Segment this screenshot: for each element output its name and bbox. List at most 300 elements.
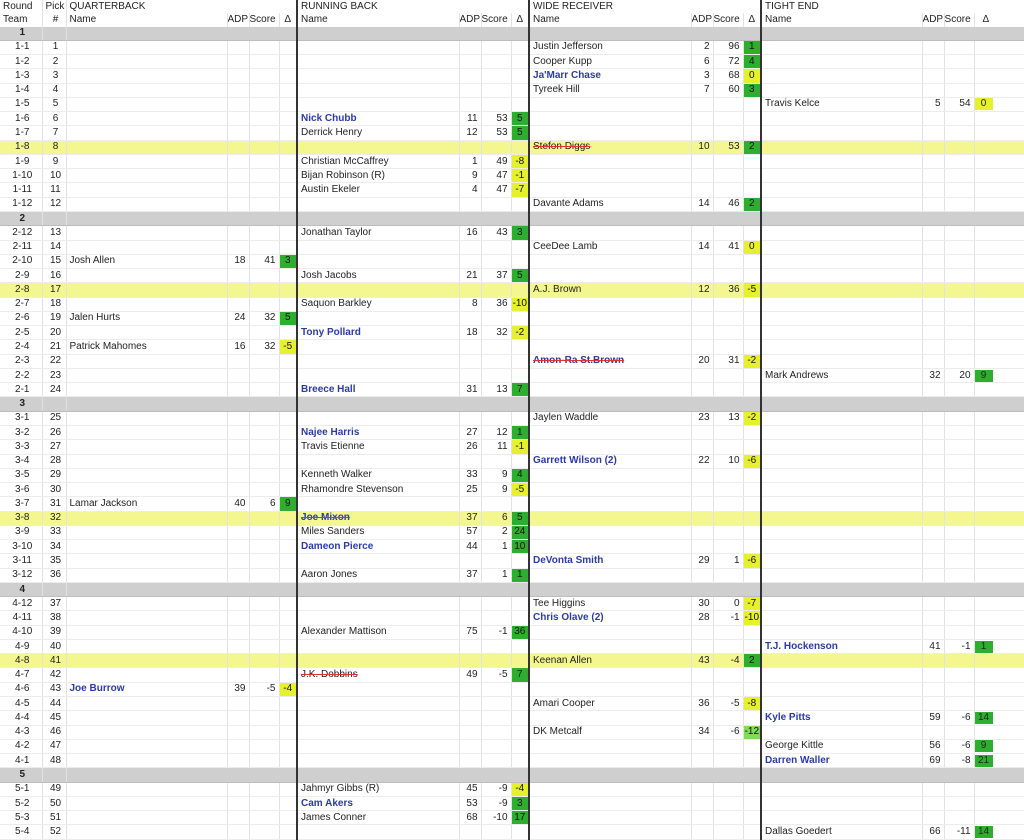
rb-player-name[interactable]: Derrick Henry — [297, 126, 459, 140]
qb-adp-cell — [227, 825, 249, 839]
wr-player-name — [529, 112, 691, 126]
qb-delta-badge — [279, 711, 297, 725]
rb-adp-cell: 26 — [459, 440, 481, 454]
te-delta-badge — [974, 796, 1024, 810]
te-delta-badge — [974, 611, 1024, 625]
wr-player-name[interactable]: Amari Cooper — [529, 697, 691, 711]
te-delta-badge — [974, 682, 1024, 696]
rb-adp-cell: 11 — [459, 112, 481, 126]
te-delta-badge — [974, 283, 1024, 297]
te-score-cell — [944, 597, 974, 611]
wr-player-name[interactable]: Tyreek Hill — [529, 83, 691, 97]
rb-player-name[interactable]: Jahmyr Gibbs (R) — [297, 782, 459, 796]
rb-player-name[interactable]: Saquon Barkley — [297, 297, 459, 311]
qb-player-name[interactable]: Patrick Mahomes — [66, 340, 227, 354]
pick-number-cell: 7 — [42, 126, 66, 140]
rb-player-name[interactable]: Dameon Pierce — [297, 540, 459, 554]
qb-delta-badge — [279, 597, 297, 611]
rb-delta-badge — [511, 597, 529, 611]
qb-adp-cell — [227, 639, 249, 653]
round-label: 5 — [0, 768, 42, 782]
qb-player-name — [66, 240, 227, 254]
rb-player-name — [297, 454, 459, 468]
qb-delta-badge — [279, 668, 297, 682]
wr-player-name[interactable]: Ja'Marr Chase — [529, 69, 691, 83]
rb-player-name — [297, 283, 459, 297]
te-delta-badge — [974, 497, 1024, 511]
wr-delta-badge — [743, 383, 761, 397]
wr-score-cell: 13 — [713, 411, 743, 425]
rb-player-name[interactable]: Miles Sanders — [297, 525, 459, 539]
rb-delta-badge — [511, 55, 529, 69]
wr-score-cell — [713, 639, 743, 653]
rb-delta-badge — [511, 354, 529, 368]
wr-player-name — [529, 825, 691, 839]
round-divider-fill — [529, 397, 761, 411]
rb-player-name[interactable]: Austin Ekeler — [297, 183, 459, 197]
pick-number-cell: 27 — [42, 440, 66, 454]
qb-delta-badge — [279, 625, 297, 639]
te-player-name[interactable]: Mark Andrews — [761, 368, 922, 382]
wr-adp-cell: 6 — [691, 55, 713, 69]
rb-adp-cell — [459, 55, 481, 69]
te-adp-cell: 56 — [922, 739, 944, 753]
te-delta-badge — [974, 326, 1024, 340]
rb-score-cell — [481, 55, 511, 69]
rb-player-name — [297, 739, 459, 753]
qb-delta-badge — [279, 240, 297, 254]
te-delta-badge — [974, 269, 1024, 283]
rb-delta-badge: 17 — [511, 811, 529, 825]
te-delta-badge — [974, 725, 1024, 739]
rb-score-cell — [481, 682, 511, 696]
team-cell: 3-12 — [0, 568, 42, 582]
qb-score-cell — [249, 597, 279, 611]
te-score-cell — [944, 425, 974, 439]
wr-delta-badge — [743, 226, 761, 240]
wr-player-name — [529, 511, 691, 525]
te-delta-badge — [974, 97, 1024, 111]
rb-delta-badge: -4 — [511, 782, 529, 796]
team-cell: 1-11 — [0, 183, 42, 197]
qb-player-name — [66, 654, 227, 668]
te-delta-badge — [974, 597, 1024, 611]
wr-score-cell — [713, 468, 743, 482]
qb-adp-cell — [227, 654, 249, 668]
qb-delta-badge — [279, 425, 297, 439]
qb-delta-badge — [279, 697, 297, 711]
te-score-cell — [944, 226, 974, 240]
qb-delta-header: Δ — [279, 13, 297, 26]
te-delta-value: 9 — [975, 370, 993, 382]
te-header: TIGHT END — [761, 0, 1024, 13]
pick-row — [0, 525, 1024, 539]
qb-player-name — [66, 269, 227, 283]
team-cell: 2-6 — [0, 311, 42, 325]
team-cell: 3-9 — [0, 525, 42, 539]
round-label: 2 — [0, 211, 42, 225]
pick-number-cell: 15 — [42, 254, 66, 268]
wr-player-name[interactable]: Stefon Diggs — [529, 140, 691, 154]
rb-player-name[interactable]: Najee Harris — [297, 425, 459, 439]
qb-delta-badge — [279, 468, 297, 482]
qb-player-name — [66, 811, 227, 825]
round-divider-fill — [761, 768, 1024, 782]
te-player-name — [761, 411, 922, 425]
te-delta-header: Δ — [974, 13, 1024, 26]
rb-adp-cell — [459, 69, 481, 83]
rb-adp-cell: 68 — [459, 811, 481, 825]
qb-adp-cell — [227, 811, 249, 825]
rb-player-name — [297, 697, 459, 711]
wr-player-name[interactable]: Justin Jefferson — [529, 40, 691, 54]
rb-delta-badge: 5 — [511, 126, 529, 140]
te-score-cell — [944, 197, 974, 211]
rb-adp-cell — [459, 639, 481, 653]
pick-number-cell: 17 — [42, 283, 66, 297]
pick-row — [0, 654, 1024, 668]
qb-score-cell — [249, 668, 279, 682]
wr-delta-badge — [743, 525, 761, 539]
rb-player-name[interactable]: Tony Pollard — [297, 326, 459, 340]
qb-score-cell — [249, 754, 279, 768]
wr-adp-cell — [691, 340, 713, 354]
te-adp-cell — [922, 112, 944, 126]
qb-delta-badge — [279, 654, 297, 668]
qb-player-name[interactable]: Josh Allen — [66, 254, 227, 268]
pick-number-cell: 50 — [42, 796, 66, 810]
wr-delta-badge — [743, 440, 761, 454]
te-player-name[interactable]: Darren Waller — [761, 754, 922, 768]
rb-player-name[interactable]: Nick Chubb — [297, 112, 459, 126]
pick-row — [0, 554, 1024, 568]
wr-player-name — [529, 497, 691, 511]
te-delta-badge — [974, 154, 1024, 168]
pick-number-cell: 18 — [42, 297, 66, 311]
wr-score-cell — [713, 425, 743, 439]
round-label: 4 — [0, 582, 42, 596]
pick-number-cell: 43 — [42, 682, 66, 696]
wr-player-name[interactable]: Chris Olave (2) — [529, 611, 691, 625]
qb-score-cell: 32 — [249, 311, 279, 325]
wr-score-cell — [713, 782, 743, 796]
round-divider-fill — [529, 582, 761, 596]
rb-player-name[interactable]: Alexander Mattison — [297, 625, 459, 639]
team-cell: 3-7 — [0, 497, 42, 511]
wr-delta-badge — [743, 126, 761, 140]
wr-delta-badge — [743, 269, 761, 283]
qb-player-name — [66, 782, 227, 796]
te-player-name[interactable]: Travis Kelce — [761, 97, 922, 111]
pick-number-cell: 40 — [42, 639, 66, 653]
te-player-name — [761, 725, 922, 739]
qb-adp-cell — [227, 40, 249, 54]
te-score-cell: -6 — [944, 711, 974, 725]
pick-number-cell: 21 — [42, 340, 66, 354]
rb-delta-badge — [511, 254, 529, 268]
team-cell: 3-8 — [0, 511, 42, 525]
rb-score-cell — [481, 411, 511, 425]
rb-delta-badge — [511, 97, 529, 111]
rb-score-cell: 11 — [481, 440, 511, 454]
te-player-name — [761, 654, 922, 668]
qb-player-name — [66, 197, 227, 211]
pick-number-cell: 35 — [42, 554, 66, 568]
pick-row — [0, 283, 1024, 297]
wr-delta-badge — [743, 796, 761, 810]
qb-score-cell — [249, 568, 279, 582]
qb-player-name[interactable]: Joe Burrow — [66, 682, 227, 696]
wr-player-name[interactable]: CeeDee Lamb — [529, 240, 691, 254]
team-cell: 5-2 — [0, 796, 42, 810]
te-player-name — [761, 682, 922, 696]
qb-delta-badge — [279, 525, 297, 539]
te-adp-cell — [922, 682, 944, 696]
wr-score-cell — [713, 340, 743, 354]
te-score-cell — [944, 311, 974, 325]
wr-player-name[interactable]: DeVonta Smith — [529, 554, 691, 568]
qb-delta-badge — [279, 326, 297, 340]
te-score-cell — [944, 625, 974, 639]
wr-adp-cell — [691, 226, 713, 240]
qb-player-name — [66, 297, 227, 311]
te-adp-cell — [922, 183, 944, 197]
rb-delta-badge — [511, 140, 529, 154]
team-cell: 2-12 — [0, 226, 42, 240]
te-delta-badge — [974, 240, 1024, 254]
pick-row — [0, 368, 1024, 382]
pick-row — [0, 240, 1024, 254]
te-score-cell — [944, 497, 974, 511]
rb-player-name[interactable]: Christian McCaffrey — [297, 154, 459, 168]
team-cell: 3-10 — [0, 540, 42, 554]
wr-adp-cell: 30 — [691, 597, 713, 611]
rb-player-name[interactable]: Kenneth Walker — [297, 468, 459, 482]
rb-player-name[interactable]: Breece Hall — [297, 383, 459, 397]
round-divider-fill — [297, 211, 529, 225]
te-adp-cell — [922, 69, 944, 83]
qb-delta-badge — [279, 169, 297, 183]
wr-score-cell — [713, 112, 743, 126]
rb-score-cell — [481, 654, 511, 668]
team-cell: 4-12 — [0, 597, 42, 611]
rb-delta-header: Δ — [511, 13, 529, 26]
qb-player-name — [66, 55, 227, 69]
rb-adp-cell — [459, 739, 481, 753]
rb-score-cell: 2 — [481, 525, 511, 539]
wr-adp-cell — [691, 811, 713, 825]
rb-adp-cell: 31 — [459, 383, 481, 397]
te-player-name — [761, 440, 922, 454]
wr-adp-cell — [691, 497, 713, 511]
rb-adp-cell — [459, 197, 481, 211]
te-player-name — [761, 697, 922, 711]
qb-adp-cell — [227, 525, 249, 539]
team-cell: 4-4 — [0, 711, 42, 725]
te-delta-badge — [974, 40, 1024, 54]
qb-adp-cell: 24 — [227, 311, 249, 325]
pick-row — [0, 711, 1024, 725]
te-player-name[interactable]: Dallas Goedert — [761, 825, 922, 839]
te-delta-badge — [974, 197, 1024, 211]
rb-score-cell: 6 — [481, 511, 511, 525]
wr-player-name — [529, 811, 691, 825]
wr-delta-badge — [743, 483, 761, 497]
qb-player-name — [66, 540, 227, 554]
qb-adp-cell — [227, 383, 249, 397]
rb-delta-badge: 24 — [511, 525, 529, 539]
qb-adp-cell — [227, 711, 249, 725]
wr-adp-cell — [691, 326, 713, 340]
te-delta-badge — [974, 140, 1024, 154]
te-adp-cell — [922, 254, 944, 268]
team-cell: 2-1 — [0, 383, 42, 397]
round-divider-row — [0, 582, 1024, 596]
rb-score-cell — [481, 340, 511, 354]
pick-row — [0, 226, 1024, 240]
te-adp-cell — [922, 525, 944, 539]
rb-player-name[interactable]: James Conner — [297, 811, 459, 825]
wr-adp-cell: 7 — [691, 83, 713, 97]
pick-row — [0, 326, 1024, 340]
team-cell: 1-8 — [0, 140, 42, 154]
wr-player-name[interactable]: DK Metcalf — [529, 725, 691, 739]
rb-adp-cell: 57 — [459, 525, 481, 539]
round-divider-row — [0, 27, 1024, 41]
team-cell: 3-4 — [0, 454, 42, 468]
team-cell: 5-1 — [0, 782, 42, 796]
te-player-name[interactable]: George Kittle — [761, 739, 922, 753]
wr-delta-badge — [743, 311, 761, 325]
rb-player-name — [297, 554, 459, 568]
header-row-1 — [0, 0, 1024, 13]
te-player-name — [761, 483, 922, 497]
qb-delta-badge — [279, 283, 297, 297]
te-delta-value: 21 — [975, 755, 993, 767]
rb-player-name[interactable]: Bijan Robinson (R) — [297, 169, 459, 183]
wr-score-cell — [713, 668, 743, 682]
wr-player-name[interactable]: Amon-Ra St.Brown — [529, 354, 691, 368]
te-delta-badge — [974, 297, 1024, 311]
wr-player-name[interactable]: Garrett Wilson (2) — [529, 454, 691, 468]
team-cell: 3-11 — [0, 554, 42, 568]
te-player-name — [761, 597, 922, 611]
wr-delta-badge — [743, 154, 761, 168]
wr-player-name — [529, 483, 691, 497]
pick-number-cell: 13 — [42, 226, 66, 240]
te-adp-cell: 41 — [922, 639, 944, 653]
team-cell: 4-7 — [0, 668, 42, 682]
qb-adp-cell — [227, 112, 249, 126]
wr-delta-badge — [743, 297, 761, 311]
qb-adp-cell — [227, 440, 249, 454]
pick-row — [0, 796, 1024, 810]
wr-adp-cell — [691, 668, 713, 682]
pick-row — [0, 154, 1024, 168]
wr-player-name[interactable]: A.J. Brown — [529, 283, 691, 297]
te-player-name[interactable]: Kyle Pitts — [761, 711, 922, 725]
wr-score-cell — [713, 568, 743, 582]
rb-delta-badge — [511, 240, 529, 254]
round-divider-fill — [529, 27, 761, 41]
pick-row — [0, 597, 1024, 611]
wr-score-cell: 36 — [713, 283, 743, 297]
pick-row — [0, 97, 1024, 111]
wr-delta-badge — [743, 668, 761, 682]
rb-player-name — [297, 240, 459, 254]
te-adp-cell — [922, 697, 944, 711]
wr-adp-header: ADP — [691, 13, 713, 25]
rb-delta-badge: 5 — [511, 511, 529, 525]
wr-score-cell: -6 — [713, 725, 743, 739]
wr-adp-cell — [691, 625, 713, 639]
wr-player-name[interactable]: Keenan Allen — [529, 654, 691, 668]
rb-player-name[interactable]: Joe Mixon — [297, 511, 459, 525]
qb-player-name — [66, 796, 227, 810]
round-divider-row — [0, 768, 1024, 782]
rb-score-cell: 12 — [481, 425, 511, 439]
rb-adp-cell: 37 — [459, 511, 481, 525]
wr-player-name[interactable]: Davante Adams — [529, 197, 691, 211]
te-adp-cell — [922, 454, 944, 468]
pick-number-cell: 29 — [42, 468, 66, 482]
wr-adp-cell — [691, 754, 713, 768]
qb-score-cell — [249, 725, 279, 739]
qb-player-name[interactable]: Jalen Hurts — [66, 311, 227, 325]
rb-delta-badge — [511, 497, 529, 511]
qb-delta-badge — [279, 511, 297, 525]
qb-delta-badge — [279, 55, 297, 69]
rb-player-name[interactable]: Aaron Jones — [297, 568, 459, 582]
qb-score-cell — [249, 625, 279, 639]
round-divider-fill — [761, 27, 1024, 41]
rb-delta-badge — [511, 754, 529, 768]
rb-player-name[interactable]: J.K. Dobbins — [297, 668, 459, 682]
rb-player-name[interactable]: Cam Akers — [297, 796, 459, 810]
rb-player-name[interactable]: Jonathan Taylor — [297, 226, 459, 240]
rb-player-name[interactable]: Travis Etienne — [297, 440, 459, 454]
round-divider-fill — [297, 582, 529, 596]
rb-player-name[interactable]: Josh Jacobs — [297, 269, 459, 283]
wr-delta-badge: 0 — [743, 69, 761, 83]
qb-adp-cell — [227, 540, 249, 554]
te-delta-badge — [974, 554, 1024, 568]
te-player-name[interactable]: T.J. Hockenson — [761, 639, 922, 653]
wr-player-name — [529, 639, 691, 653]
round-divider-fill — [66, 768, 297, 782]
wr-player-name[interactable]: Jaylen Waddle — [529, 411, 691, 425]
pick-number-cell: 34 — [42, 540, 66, 554]
qb-player-name — [66, 711, 227, 725]
rb-delta-badge: 3 — [511, 226, 529, 240]
rb-delta-badge — [511, 197, 529, 211]
qb-score-cell — [249, 440, 279, 454]
te-delta-badge — [974, 169, 1024, 183]
rb-score-cell — [481, 725, 511, 739]
wr-player-name[interactable]: Cooper Kupp — [529, 55, 691, 69]
wr-score-cell — [713, 311, 743, 325]
qb-delta-badge — [279, 140, 297, 154]
qb-player-name[interactable]: Lamar Jackson — [66, 497, 227, 511]
wr-adp-cell — [691, 739, 713, 753]
wr-adp-cell: 22 — [691, 454, 713, 468]
rb-score-cell — [481, 639, 511, 653]
te-delta-badge — [974, 568, 1024, 582]
te-adp-cell — [922, 126, 944, 140]
wr-delta-badge: -2 — [743, 411, 761, 425]
rb-player-name[interactable]: Rhamondre Stevenson — [297, 483, 459, 497]
wr-player-name[interactable]: Tee Higgins — [529, 597, 691, 611]
